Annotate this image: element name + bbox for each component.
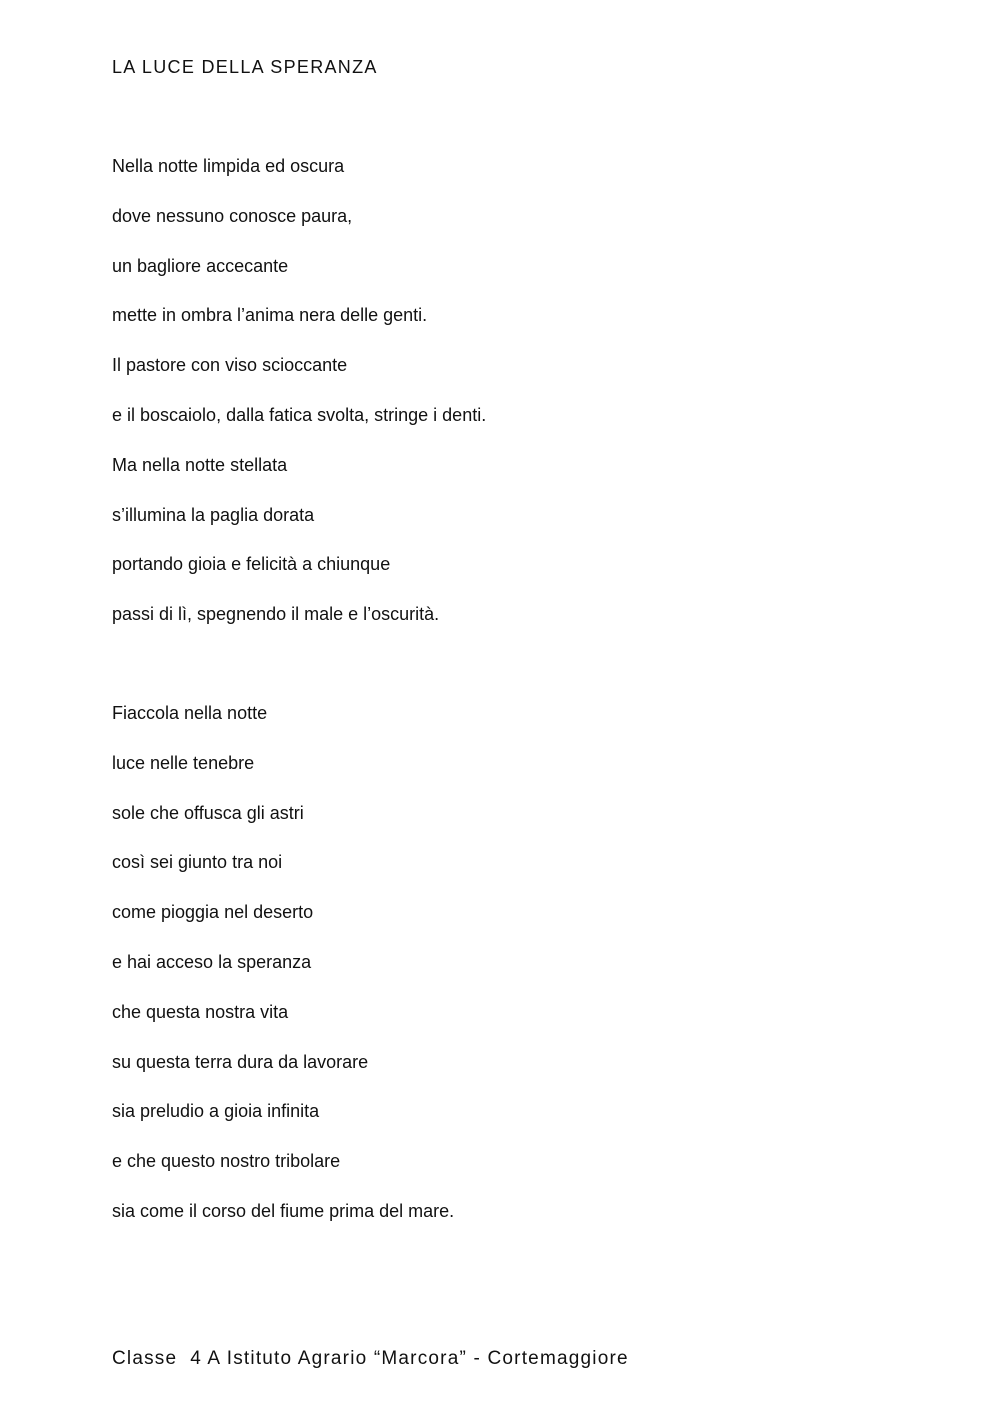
verse-line: Ma nella notte stellata <box>112 454 288 475</box>
verse-line: mette in ombra l’anima nera delle genti. <box>112 305 428 326</box>
verse-line: e hai acceso la speranza <box>112 951 312 972</box>
verse-line: che questa nostra vita <box>112 1001 289 1022</box>
verse-line: luce nelle tenebre <box>112 752 255 773</box>
verse-line: un bagliore accecante <box>112 255 289 276</box>
verse-line: sole che offusca gli astri <box>112 802 304 823</box>
verse-line: dove nessuno conosce paura, <box>112 205 353 226</box>
verse-line: s’illumina la paglia dorata <box>112 504 315 525</box>
verse-line: e il boscaiolo, dalla fatica svolta, stringe i denti. <box>112 404 487 425</box>
verse-line: come pioggia nel deserto <box>112 902 314 923</box>
verse-line: portando gioia e felicità a chiunque <box>112 554 391 575</box>
stanza-2 <box>112 701 454 1249</box>
verse-line: sia come il corso del fiume prima del mare. <box>112 1200 455 1221</box>
verse-line: Fiaccola nella notte <box>112 703 268 723</box>
stanza-1 <box>112 154 486 652</box>
poem-title: LA LUCE DELLA SPERANZA <box>112 57 378 77</box>
verse-line: e che questo nostro tribolare <box>112 1151 341 1172</box>
verse-line: Nella notte limpida ed oscura <box>112 156 345 176</box>
verse-line: Il pastore con viso scioccante <box>112 355 348 376</box>
verse-line: su questa terra dura da lavorare <box>112 1051 369 1072</box>
verse-line: sia preludio a gioia infinita <box>112 1101 320 1122</box>
verse-line: così sei giunto tra noi <box>112 852 283 873</box>
footer-credit: Classe 4 A Istituto Agrario “Marcora” - Cortemaggiore <box>112 1348 629 1369</box>
verse-line: passi di lì, spegnendo il male e l’oscurità. <box>112 604 440 625</box>
